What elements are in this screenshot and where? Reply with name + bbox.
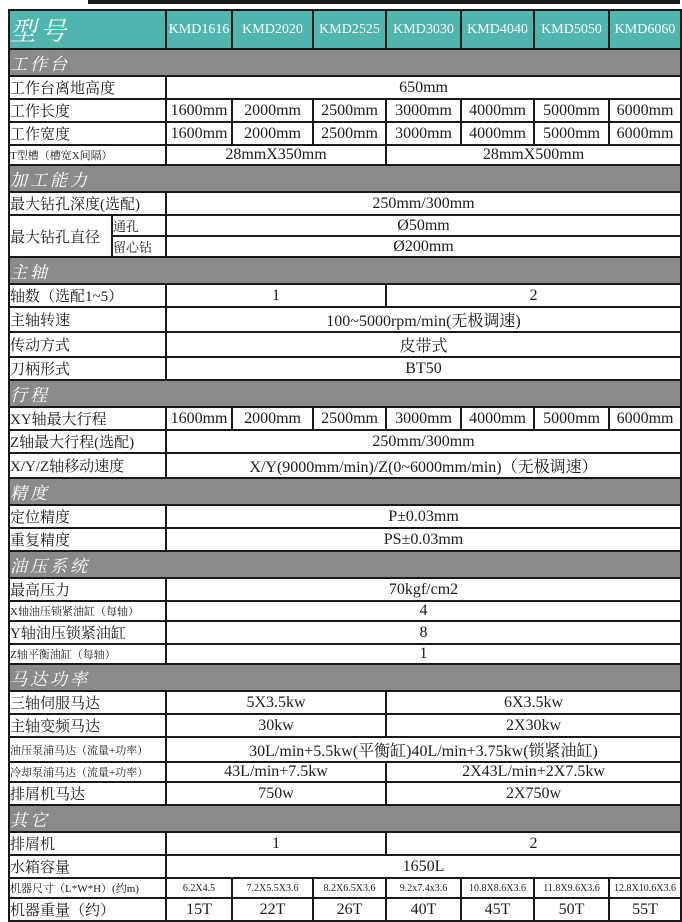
spec-row-xyz-move-speed [9, 453, 681, 478]
max-pressure-value-1: 70kgf/cm2 [166, 578, 681, 601]
coolant-pump-motor-value-2: 2X43L/min+2X7.5kw [386, 762, 681, 782]
machine-size-value-2: 7.2X5.5X3.6 [232, 878, 313, 898]
y-lock-cylinders-label: Y轴油压锁紧油缸 [9, 621, 166, 644]
spec-row-z-max-travel [9, 430, 681, 453]
xy-max-travel-value-3: 2500mm [313, 407, 386, 430]
model-header-kmd3030: KMD3030 [386, 10, 461, 49]
section-title-others: 其它 [9, 805, 681, 832]
spec-row-repeat-accuracy [9, 528, 681, 551]
spec-row-tool-holder-type [9, 357, 681, 380]
drive-type-label: 传动方式 [9, 332, 166, 357]
work-width-value-7: 6000mm [609, 122, 681, 145]
spec-row-chip-conveyor [9, 832, 681, 855]
spec-row-max-pressure [9, 578, 681, 601]
max-drill-diameter-through-label: 最大钻孔直径 [9, 215, 112, 257]
work-width-value-3: 2500mm [313, 122, 386, 145]
spec-row-drive-type [9, 332, 681, 357]
work-length-value-5: 4000mm [461, 99, 534, 122]
machine-weight-value-1: 15T [166, 898, 232, 921]
spindle-inverter-motor-value-1: 30kw [166, 714, 386, 737]
machine-size-value-5: 10.8X8.6X3.6 [461, 878, 534, 898]
spec-table [8, 9, 682, 922]
work-width-label: 工作宽度 [9, 122, 166, 145]
x-lock-cylinders-label: X轴油压锁紧油缸（每轴） [9, 601, 166, 621]
chip-conveyor-value-2: 2 [386, 832, 681, 855]
model-header-row [9, 10, 681, 49]
coolant-pump-motor-label: 冷却泵浦马达（流量+功率） [9, 762, 166, 782]
tank-capacity-value-1: 1650L [166, 855, 681, 878]
work-length-value-6: 5000mm [534, 99, 609, 122]
xyz-move-speed-label: X/Y/Z轴移动速度 [9, 453, 166, 478]
chip-conveyor-label: 排屑机 [9, 832, 166, 855]
servo-motor-value-2: 6X3.5kw [386, 691, 681, 714]
model-header-kmd4040: KMD4040 [461, 10, 534, 49]
max-pressure-label: 最高压力 [9, 578, 166, 601]
tool-holder-type-label: 刀柄形式 [9, 357, 166, 380]
spec-row-positioning-accuracy [9, 505, 681, 528]
xy-max-travel-value-5: 4000mm [461, 407, 534, 430]
max-drill-diameter-through-value-2: Ø50mm [166, 215, 681, 236]
spec-row-worktable-ground-height [9, 76, 681, 99]
spec-row-spindle-count [9, 284, 681, 307]
machine-size-value-4: 9.2x7.4x3.6 [386, 878, 461, 898]
spec-row-machine-size [9, 878, 681, 898]
section-title-travel: 行程 [9, 380, 681, 407]
spec-row-machine-weight [9, 898, 681, 921]
t-slot-value-1: 28mmX350mm [166, 145, 386, 165]
drive-type-value-1: 皮带式 [166, 332, 681, 357]
spec-row-tank-capacity [9, 855, 681, 878]
work-width-value-2: 2000mm [232, 122, 313, 145]
spec-row-coolant-pump-motor [9, 762, 681, 782]
section-row-spindle [9, 257, 681, 284]
chip-conveyor-motor-value-2: 2X750w [386, 782, 681, 805]
chip-conveyor-motor-value-1: 750w [166, 782, 386, 805]
positioning-accuracy-value-1: P±0.03mm [166, 505, 681, 528]
spec-row-t-slot [9, 145, 681, 165]
spec-row-spindle-inverter-motor [9, 714, 681, 737]
machine-size-value-6: 11.8X9.6X3.6 [534, 878, 609, 898]
max-drill-diameter-core-value-1: Ø200mm [166, 236, 681, 257]
work-length-value-7: 6000mm [609, 99, 681, 122]
spec-row-y-lock-cylinders [9, 621, 681, 644]
max-drill-depth-value-1: 250mm/300mm [166, 192, 681, 215]
work-width-value-4: 3000mm [386, 122, 461, 145]
xy-max-travel-value-2: 2000mm [232, 407, 313, 430]
machine-size-value-7: 12.8X10.6X3.6 [609, 878, 681, 898]
z-balance-cylinders-label: Z轴平衡油缸（每轴） [9, 644, 166, 664]
tool-holder-type-value-1: BT50 [166, 357, 681, 380]
work-width-value-1: 1600mm [166, 122, 232, 145]
section-title-motor-power: 马达功率 [9, 664, 681, 691]
spec-row-chip-conveyor-motor [9, 782, 681, 805]
section-title-accuracy: 精度 [9, 478, 681, 505]
spindle-count-label: 轴数（选配1~5） [9, 284, 166, 307]
spindle-speed-value-1: 100~5000rpm/min(无极调速) [166, 307, 681, 332]
work-length-value-1: 1600mm [166, 99, 232, 122]
model-header-kmd1616: KMD1616 [166, 10, 232, 49]
section-row-motor-power [9, 664, 681, 691]
spec-row-x-lock-cylinders [9, 601, 681, 621]
section-row-others [9, 805, 681, 832]
z-max-travel-label: Z轴最大行程(选配) [9, 430, 166, 453]
work-length-label: 工作长度 [9, 99, 166, 122]
max-drill-diameter-through-label: 通孔 [112, 215, 166, 236]
spec-row-hydraulic-pump-motor [9, 737, 681, 762]
spec-row-work-length [9, 99, 681, 122]
top-rule [88, 0, 680, 4]
machine-size-value-1: 6.2X4.5 [166, 878, 232, 898]
spindle-inverter-motor-label: 主轴变频马达 [9, 714, 166, 737]
servo-motor-label: 三轴伺服马达 [9, 691, 166, 714]
machine-size-value-3: 8.2X6.5X3.6 [313, 878, 386, 898]
xy-max-travel-label: XY轴最大行程 [9, 407, 166, 430]
section-row-hydraulic-system [9, 551, 681, 578]
section-row-worktable [9, 49, 681, 76]
xy-max-travel-value-1: 1600mm [166, 407, 232, 430]
model-header-kmd5050: KMD5050 [534, 10, 609, 49]
worktable-ground-height-label: 工作台离地高度 [9, 76, 166, 99]
section-row-machining-capacity [9, 165, 681, 192]
model-label-header: 型号 [9, 10, 166, 49]
chip-conveyor-value-1: 1 [166, 832, 386, 855]
machine-weight-label: 机器重量（约） [9, 898, 166, 921]
spec-row-spindle-speed [9, 307, 681, 332]
work-length-value-3: 2500mm [313, 99, 386, 122]
section-title-machining-capacity: 加工能力 [9, 165, 681, 192]
machine-weight-value-2: 22T [232, 898, 313, 921]
machine-weight-value-7: 55T [609, 898, 681, 921]
y-lock-cylinders-value-1: 8 [166, 621, 681, 644]
spec-row-work-width [9, 122, 681, 145]
work-width-value-5: 4000mm [461, 122, 534, 145]
spec-row-servo-motor [9, 691, 681, 714]
xy-max-travel-value-6: 5000mm [534, 407, 609, 430]
spec-row-xy-max-travel [9, 407, 681, 430]
section-title-spindle: 主轴 [9, 257, 681, 284]
machine-weight-value-3: 26T [313, 898, 386, 921]
repeat-accuracy-value-1: PS±0.03mm [166, 528, 681, 551]
spindle-inverter-motor-value-2: 2X30kw [386, 714, 681, 737]
machine-weight-value-4: 40T [386, 898, 461, 921]
section-title-worktable: 工作台 [9, 49, 681, 76]
chip-conveyor-motor-label: 排屑机马达 [9, 782, 166, 805]
model-header-kmd6060: KMD6060 [609, 10, 681, 49]
worktable-ground-height-value-1: 650mm [166, 76, 681, 99]
machine-weight-value-6: 50T [534, 898, 609, 921]
machine-weight-value-5: 45T [461, 898, 534, 921]
machine-size-label: 机器尺寸（L*W*H）(约m) [9, 878, 166, 898]
model-header-kmd2020: KMD2020 [232, 10, 313, 49]
spindle-count-value-2: 2 [386, 284, 681, 307]
xyz-move-speed-value-1: X/Y(9000mm/min)/Z(0~6000mm/min)（无极调速） [166, 453, 681, 478]
section-row-travel [9, 380, 681, 407]
positioning-accuracy-label: 定位精度 [9, 505, 166, 528]
work-length-value-4: 3000mm [386, 99, 461, 122]
max-drill-depth-label: 最大钻孔深度(选配) [9, 192, 166, 215]
z-balance-cylinders-value-1: 1 [166, 644, 681, 664]
work-width-value-6: 5000mm [534, 122, 609, 145]
xy-max-travel-value-4: 3000mm [386, 407, 461, 430]
spec-row-max-drill-depth [9, 192, 681, 215]
t-slot-label: T型槽（槽宽X间隔） [9, 145, 166, 165]
section-row-accuracy [9, 478, 681, 505]
servo-motor-value-1: 5X3.5kw [166, 691, 386, 714]
spec-row-z-balance-cylinders [9, 644, 681, 664]
spindle-count-value-1: 1 [166, 284, 386, 307]
model-header-kmd2525: KMD2525 [313, 10, 386, 49]
spindle-speed-label: 主轴转速 [9, 307, 166, 332]
tank-capacity-label: 水箱容量 [9, 855, 166, 878]
work-length-value-2: 2000mm [232, 99, 313, 122]
xy-max-travel-value-7: 6000mm [609, 407, 681, 430]
spec-row-max-drill-diameter-through [9, 215, 681, 236]
hydraulic-pump-motor-label: 油压泵浦马达（流量+功率） [9, 737, 166, 762]
hydraulic-pump-motor-value-1: 30L/min+5.5kw(平衡缸)40L/min+3.75kw(锁紧油缸) [166, 737, 681, 762]
max-drill-diameter-core-label: 留心钻 [112, 236, 166, 257]
z-max-travel-value-1: 250mm/300mm [166, 430, 681, 453]
section-title-hydraulic-system: 油压系统 [9, 551, 681, 578]
t-slot-value-2: 28mmX500mm [386, 145, 681, 165]
repeat-accuracy-label: 重复精度 [9, 528, 166, 551]
coolant-pump-motor-value-1: 43L/min+7.5kw [166, 762, 386, 782]
x-lock-cylinders-value-1: 4 [166, 601, 681, 621]
